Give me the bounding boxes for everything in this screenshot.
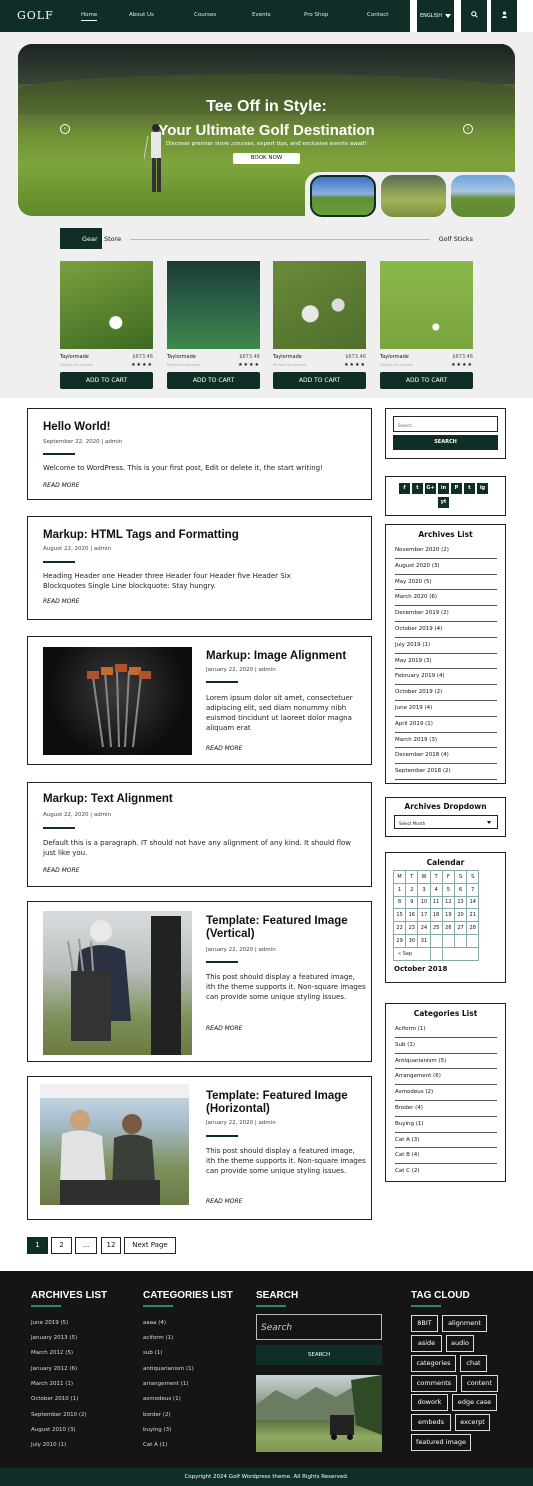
archive-link[interactable]: September 2018 (2): [395, 764, 497, 780]
post-excerpt: Default this is a paragraph. IT should not have any alignment of any kind. It should flow just like you.: [43, 839, 351, 857]
product-name: Taylormade: [167, 354, 196, 360]
tag-link[interactable]: chat: [460, 1355, 487, 1372]
calendar-day[interactable]: 17: [418, 909, 430, 922]
add-to-cart-button[interactable]: ADD TO CART: [167, 372, 260, 389]
footer-category-link[interactable]: sub (1): [143, 1350, 163, 1356]
footer-tags-title: TAG CLOUD: [411, 1290, 470, 1301]
divider: [130, 239, 430, 240]
post-card: [27, 1076, 372, 1220]
calendar-day[interactable]: 28: [467, 922, 479, 935]
post-excerpt: Welcome to WordPress. This is your first post, Edit or delete it, the start writing!: [43, 464, 323, 472]
add-to-cart-button[interactable]: ADD TO CART: [60, 372, 153, 389]
post-divider: [43, 453, 75, 455]
calendar-day-header: T: [430, 871, 442, 884]
product-name: Taylormade: [60, 354, 89, 360]
category-link[interactable]: Buying (1): [395, 1117, 497, 1133]
footer-image: [256, 1375, 382, 1452]
read-more-link[interactable]: READ MORE: [43, 867, 80, 874]
footer-archive-link[interactable]: August 2010 (3): [31, 1427, 76, 1433]
read-more-link[interactable]: READ MORE: [206, 1198, 243, 1205]
product-name: Taylormade: [273, 354, 302, 360]
calendar-day[interactable]: 1: [394, 883, 406, 896]
archive-link[interactable]: February 2019 (4): [395, 669, 497, 685]
language-select[interactable]: [417, 0, 454, 32]
archive-link[interactable]: December 2018 (4): [395, 748, 497, 764]
calendar-day[interactable]: 27: [454, 922, 466, 935]
post-image[interactable]: [43, 911, 192, 1055]
post-divider: [206, 681, 238, 683]
footer-archive-link[interactable]: January 2013 (5): [31, 1335, 78, 1341]
post-title[interactable]: Markup: Text Alignment: [43, 793, 173, 805]
calendar-day[interactable]: 20: [454, 909, 466, 922]
category-link[interactable]: Cat B (4): [395, 1148, 497, 1164]
archive-link[interactable]: March 2020 (6): [395, 590, 497, 606]
product-image[interactable]: [380, 261, 473, 349]
sidebar-calendar: [385, 852, 506, 983]
tag-link[interactable]: content: [461, 1375, 498, 1392]
calendar-day[interactable]: 19: [442, 909, 454, 922]
post-divider: [43, 827, 75, 829]
post-title[interactable]: Template: Featured Image (Vertical): [206, 915, 348, 940]
post-image[interactable]: [43, 647, 192, 755]
header: [0, 0, 533, 32]
footer-archive-link[interactable]: September 2010 (2): [31, 1412, 87, 1418]
post-meta: August 22, 2020 | admin: [43, 812, 112, 818]
post-title[interactable]: Markup: Image Alignment: [206, 650, 347, 662]
calendar-day[interactable]: 2: [406, 883, 418, 896]
calendar-day[interactable]: 26: [442, 922, 454, 935]
nav-home[interactable]: Home: [81, 12, 97, 21]
calendar-day[interactable]: 4: [430, 883, 442, 896]
chevron-down-icon: [487, 821, 491, 824]
product-card: [380, 261, 473, 384]
site-logo[interactable]: GOLF: [17, 9, 54, 22]
sidebar-archives-dropdown: [385, 797, 506, 837]
archive-link[interactable]: May 2019 (3): [395, 654, 497, 670]
sidebar-search-input[interactable]: Search: [393, 416, 498, 432]
footer-category-link[interactable]: aaaa (4): [143, 1320, 167, 1326]
product-rating: ★★★★: [238, 362, 260, 368]
product-card: [273, 261, 366, 384]
sidebar-categories: [385, 1003, 506, 1182]
footer-archive-link[interactable]: July 2010 (1): [31, 1442, 67, 1448]
calendar-day[interactable]: 5: [442, 883, 454, 896]
archive-link[interactable]: October 2019 (4): [395, 622, 497, 638]
calendar-day[interactable]: 13: [454, 896, 466, 909]
tumblr-icon[interactable]: t: [464, 483, 475, 494]
youtube-icon[interactable]: yt: [438, 497, 449, 508]
nav-contact[interactable]: Contact: [367, 12, 389, 18]
product-subtitle: Perfect for summer: [273, 363, 307, 367]
post-meta: January 22, 2020 | admin: [206, 947, 276, 953]
archive-link[interactable]: August 2020 (3): [395, 559, 497, 575]
post-excerpt: Heading Header one Header three Header four Header five Header Six Blockquotes Single Line blockquote: Stay hungry.: [43, 572, 291, 590]
calendar-day[interactable]: 29: [394, 934, 406, 947]
product-subtitle: Perfect for summer: [167, 363, 201, 367]
calendar-day: [454, 934, 466, 947]
footer-archive-link[interactable]: January 2012 (6): [31, 1366, 78, 1372]
calendar-day-header: F: [442, 871, 454, 884]
archive-link[interactable]: July 2019 (1): [395, 638, 497, 654]
post-card: [27, 901, 372, 1062]
footer-divider: [31, 1305, 61, 1307]
post-meta: August 22, 2020 | admin: [43, 546, 112, 552]
nav-pro-shop[interactable]: Pro Shop: [304, 12, 329, 18]
footer-category-link[interactable]: arrangement (1): [143, 1381, 189, 1387]
page-2-button[interactable]: 2: [51, 1237, 72, 1254]
tag-link[interactable]: alignment: [442, 1315, 487, 1332]
hero-thumb-2[interactable]: [381, 175, 446, 217]
calendar-title: Calendar: [426, 858, 465, 867]
read-more-link[interactable]: READ MORE: [43, 482, 80, 489]
calendar-prev-link[interactable]: « Sep: [394, 947, 431, 960]
tab-golf-sticks[interactable]: Golf Sticks: [438, 235, 473, 243]
footer-category-link[interactable]: Cat A (1): [143, 1442, 168, 1448]
product-image[interactable]: [167, 261, 260, 349]
calendar-day[interactable]: 8: [394, 896, 406, 909]
archive-link[interactable]: May 2020 (5): [395, 575, 497, 591]
tag-link[interactable]: featured image: [411, 1434, 471, 1451]
post-image[interactable]: [40, 1084, 189, 1205]
nav-courses[interactable]: Courses: [194, 12, 217, 18]
calendar-day[interactable]: 6: [454, 883, 466, 896]
user-icon: [501, 11, 508, 18]
archive-link[interactable]: June 2019 (4): [395, 701, 497, 717]
footer-categories-title: CATEGORIES LIST: [143, 1290, 233, 1301]
archive-link[interactable]: April 2019 (1): [395, 717, 497, 733]
post-title[interactable]: Markup: HTML Tags and Formatting: [43, 529, 239, 541]
book-now-button[interactable]: BOOK NOW: [233, 153, 300, 164]
read-more-link[interactable]: READ MORE: [206, 745, 243, 752]
calendar-day[interactable]: 15: [394, 909, 406, 922]
product-subtitle: Perfect for summer: [380, 363, 414, 367]
golf-cart-players-image: [40, 1084, 189, 1205]
tag-link[interactable]: embeds: [411, 1414, 451, 1431]
calendar-day[interactable]: 22: [394, 922, 406, 935]
post-title[interactable]: Hello World!: [43, 421, 111, 433]
search-button[interactable]: [461, 0, 487, 32]
store-label: Store: [104, 235, 122, 243]
post-card: [27, 782, 372, 887]
footer-category-link[interactable]: buying (3): [143, 1427, 172, 1433]
product-image[interactable]: [273, 261, 366, 349]
post-divider: [206, 1135, 238, 1137]
calendar-day-header: M: [394, 871, 406, 884]
hero-title-line1: Tee Off in Style:: [206, 98, 327, 115]
footer-divider: [256, 1305, 286, 1307]
calendar-spacer: [442, 947, 479, 960]
archives-list-title: Archives List: [418, 530, 473, 539]
page-12-button[interactable]: 12: [101, 1237, 121, 1254]
hero-thumb-3[interactable]: [451, 175, 515, 217]
nav-about[interactable]: About Us: [129, 12, 154, 18]
calendar-day[interactable]: 11: [430, 896, 442, 909]
hero-thumb-1[interactable]: [310, 175, 376, 217]
chevron-down-icon: [445, 14, 451, 18]
copyright: Copyright 2024 Golf Wordpress theme. All Rights Reserved.: [0, 1468, 533, 1486]
product-card: [60, 261, 153, 384]
footer-category-link[interactable]: asmodeus (1): [143, 1396, 181, 1402]
instagram-icon[interactable]: ig: [477, 483, 488, 494]
calendar-day[interactable]: 25: [430, 922, 442, 935]
google-plus-icon[interactable]: G+: [425, 483, 436, 494]
category-link[interactable]: Asmodeus (2): [395, 1085, 497, 1101]
footer-search-title: SEARCH: [256, 1290, 299, 1301]
category-link[interactable]: Arrangement (6): [395, 1069, 497, 1085]
sidebar-search-button[interactable]: SEARCH: [393, 435, 498, 450]
post-title[interactable]: Template: Featured Image (Horizontal): [206, 1090, 348, 1115]
post-card: [27, 636, 372, 765]
post-card: [27, 408, 372, 500]
add-to-cart-button[interactable]: ADD TO CART: [273, 372, 366, 389]
archive-link[interactable]: March 2019 (3): [395, 733, 497, 749]
calendar-day: [430, 934, 442, 947]
product-image[interactable]: [60, 261, 153, 349]
tag-link[interactable]: comments: [411, 1375, 457, 1392]
calendar-day[interactable]: 31: [418, 934, 430, 947]
footer-archive-link[interactable]: March 2011 (1): [31, 1381, 74, 1387]
calendar-day[interactable]: 16: [406, 909, 418, 922]
calendar-day[interactable]: 7: [467, 883, 479, 896]
product-rating: ★★★★: [344, 362, 366, 368]
tag-link[interactable]: edge case: [452, 1394, 497, 1411]
post-excerpt: Lorem ipsum dolor sit amet, consectetuer adipiscing elit, sed diam nonummy nibh euismod tincidunt ut laoreet dolor magna aliquam erat: [206, 694, 353, 732]
post-excerpt: This post should display a featured image, ith the theme supports it. Non-square images can provide some unique styling issues.: [206, 1147, 366, 1175]
tag-link[interactable]: audio: [446, 1335, 474, 1352]
sidebar-archives-list: [385, 524, 506, 784]
category-link[interactable]: Aciform (1): [395, 1022, 497, 1038]
nav-events[interactable]: Events: [252, 12, 271, 18]
prev-slide-icon[interactable]: ‹: [60, 124, 70, 134]
post-excerpt: This post should display a featured image, ith the theme supports it. Non-square images can provide some unique styling issues.: [206, 973, 366, 1001]
product-price: $673.46: [132, 354, 153, 360]
add-to-cart-button[interactable]: ADD TO CART: [380, 372, 473, 389]
product-price: $673.46: [239, 354, 260, 360]
category-link[interactable]: Broder (4): [395, 1101, 497, 1117]
user-button[interactable]: [491, 0, 517, 32]
golf-cart-image: [256, 1375, 382, 1452]
search-icon: [471, 11, 478, 18]
tab-gear[interactable]: Gear: [60, 228, 102, 249]
post-meta: January 22, 2020 | admin: [206, 1120, 276, 1126]
tag-link[interactable]: aside: [411, 1335, 442, 1352]
product-name: Taylormade: [380, 354, 409, 360]
archive-link[interactable]: October 2019 (2): [395, 685, 497, 701]
month-select-value: Select Month: [399, 821, 426, 826]
product-price: $673.46: [452, 354, 473, 360]
calendar-day-header: S: [467, 871, 479, 884]
footer-category-link[interactable]: antiquarianism (1): [143, 1366, 194, 1372]
calendar-day[interactable]: 3: [418, 883, 430, 896]
calendar-day[interactable]: 12: [442, 896, 454, 909]
sidebar-search: [385, 408, 506, 459]
post-meta: January 22, 2020 | admin: [206, 667, 276, 673]
post-card: [27, 516, 372, 620]
golfer-with-bag-image: [43, 911, 192, 1055]
golf-clubs-image: [43, 647, 192, 755]
footer-search-button[interactable]: SEARCH: [256, 1345, 382, 1365]
footer-divider: [411, 1305, 441, 1307]
category-link[interactable]: Cat A (3): [395, 1133, 497, 1149]
post-divider: [43, 561, 75, 563]
footer-archive-link[interactable]: March 2012 (5): [31, 1350, 74, 1356]
calendar-day[interactable]: 18: [430, 909, 442, 922]
calendar-day: [467, 934, 479, 947]
post-divider: [206, 961, 238, 963]
gear-store-tabs: [60, 228, 473, 249]
calendar-day[interactable]: 9: [406, 896, 418, 909]
calendar-day[interactable]: 24: [418, 922, 430, 935]
linkedin-icon[interactable]: in: [438, 483, 449, 494]
read-more-link[interactable]: READ MORE: [206, 1025, 243, 1032]
calendar-spacer: [430, 947, 442, 960]
category-link[interactable]: Cat C (2): [395, 1168, 420, 1175]
archive-link[interactable]: November 2020 (2): [395, 543, 497, 559]
footer-search-input[interactable]: Search: [256, 1314, 382, 1340]
read-more-link[interactable]: READ MORE: [43, 598, 80, 605]
footer-archive-link[interactable]: October 2010 (1): [31, 1396, 79, 1402]
pinterest-icon[interactable]: P: [451, 483, 462, 494]
calendar-day[interactable]: 14: [467, 896, 479, 909]
calendar-day-header: S: [454, 871, 466, 884]
product-rating: ★★★★: [451, 362, 473, 368]
product-card: [167, 261, 260, 384]
archive-link[interactable]: December 2019 (2): [395, 606, 497, 622]
page-1-button[interactable]: 1: [27, 1237, 48, 1254]
next-page-button[interactable]: Next Page: [124, 1237, 176, 1254]
product-rating: ★★★★: [131, 362, 153, 368]
product-price: $673.46: [345, 354, 366, 360]
twitter-icon[interactable]: t: [412, 483, 423, 494]
facebook-icon[interactable]: f: [399, 483, 410, 494]
post-meta: September 22, 2020 | admin: [43, 439, 123, 445]
footer-archives-title: ARCHIVES LIST: [31, 1290, 108, 1301]
next-slide-icon[interactable]: ›: [463, 124, 473, 134]
archives-dropdown-title: Archives Dropdown: [404, 802, 487, 811]
calendar-day-header: W: [418, 871, 430, 884]
calendar-grid: [393, 870, 479, 961]
calendar-day[interactable]: 21: [467, 909, 479, 922]
calendar-day[interactable]: 30: [406, 934, 418, 947]
tag-link[interactable]: 8BIT: [411, 1315, 438, 1332]
hero-title-line2: Your Ultimate Golf Destination: [158, 122, 375, 139]
tag-link[interactable]: categories: [411, 1355, 456, 1372]
categories-list-title: Categories List: [413, 1009, 478, 1018]
calendar-day: [442, 934, 454, 947]
footer-category-link[interactable]: aciform (1): [143, 1335, 174, 1341]
calendar-day[interactable]: 23: [406, 922, 418, 935]
calendar-day[interactable]: 10: [418, 896, 430, 909]
calendar-day-header: T: [406, 871, 418, 884]
calendar-month: October 2018: [394, 965, 448, 973]
tag-link[interactable]: dowork: [411, 1394, 448, 1411]
page-ellipsis: ...: [75, 1237, 97, 1254]
footer-divider: [143, 1305, 173, 1307]
category-link[interactable]: Sub (1): [395, 1038, 497, 1054]
month-select[interactable]: [394, 815, 498, 829]
product-subtitle: Perfect for summer: [60, 363, 94, 367]
category-link[interactable]: Antiquarianism (5): [395, 1054, 497, 1070]
footer-category-link[interactable]: border (2): [143, 1412, 171, 1418]
language-label: ENGLISH: [420, 13, 442, 19]
sidebar-social: [385, 476, 506, 516]
footer-archive-link[interactable]: June 2019 (5): [31, 1320, 69, 1326]
main-nav: [0, 0, 410, 32]
hero-subtitle: Discover premier store ,courses, expert tips, and exclusive events await!: [165, 141, 367, 147]
tag-link[interactable]: excerpt: [455, 1414, 490, 1431]
